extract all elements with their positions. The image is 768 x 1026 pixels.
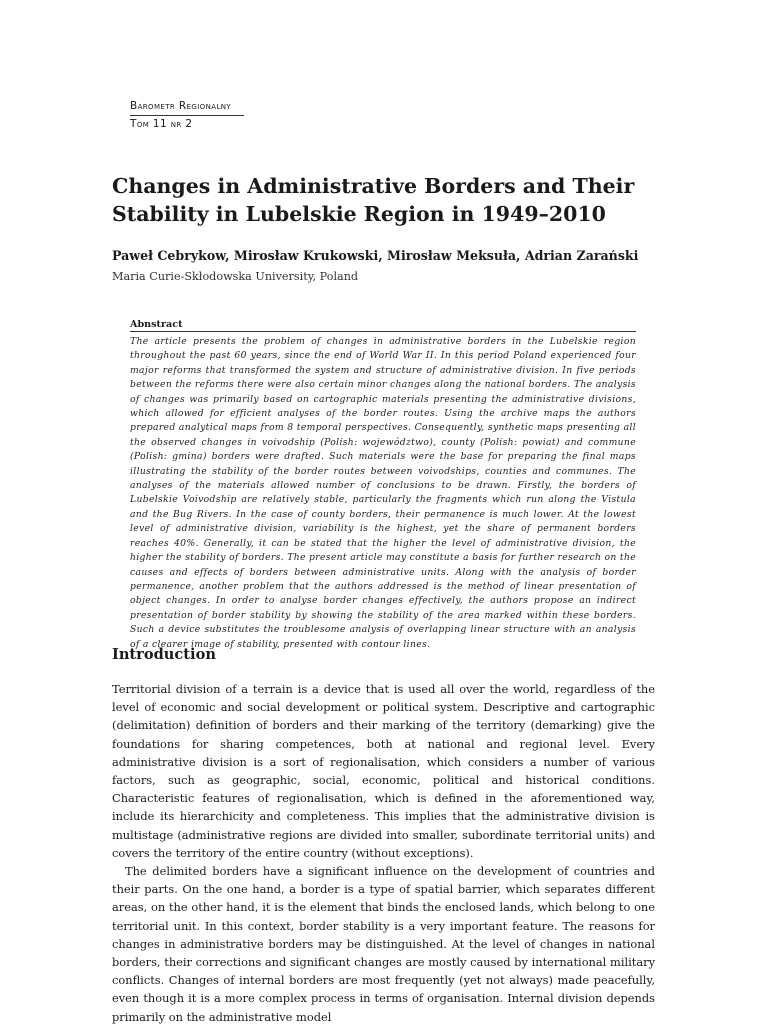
section-heading-introduction: Introduction [112, 646, 216, 663]
journal-header [130, 98, 244, 133]
article-title: Changes in Administrative Borders and Their Stability in Lubelskie Region in 1949–2010 [112, 174, 635, 226]
abstract-text: The article presents the problem of changes in administrative borders in the Lubelskie region throughout the past 60 years, since the end of World War II. In this period Poland experienced four major reforms that transformed the system and structure of administrative division. In five periods between the reforms there were also certain minor changes along the national borders. The analysis of changes was primarily based on cartographic materials presenting the administrative divisions, which allowed for efficient analyses of the border routes. Using the archive maps the authors prepared analytical maps from 8 temporal perspectives. Consequently, synthetic maps presenting all the observed changes in voivodship (Polish: województwo), county (Polish: powiat) and commune (Polish: gmina) borders were drafted. Such materials were the base for preparing the final maps illustrating the stability of the border routes between voivodships, counties and communes. The analyses of the materials allowed number of conclusions to be drawn. Firstly, the borders of Lubelskie Voivodship are relatively stable, particularly the fragments which run along the Vistula and the Bug Rivers. In the case of county borders, their permanence is much lower. At the lowest level of administrative division, variability is the highest, yet the share of permanent borders reaches 40%. Generally, it can be stated that the higher the level of administrative division, the higher the stability of borders. The present article may constitute a basis for further research on the causes and effects of borders between administrative units. Along with the analysis of border permanence, another problem that the authors addressed is the method of linear presentation of object changes. In order to analyse border changes effectively, the authors propose an indirect presentation of border stability by showing the stability of the area marked within these borders. Such a device substitutes the troublesome analysis of overlapping linear structure with an analysis of a clearer image of stability, presented with contour lines. [130, 336, 636, 650]
abstract-block [130, 319, 636, 652]
introduction-paragraph-1: Territorial division of a terrain is a device that is used all over the world, regardless of the level of economic and social development or political system. Descriptive and cartographic (delimitation) definition of borders and their marking of the territory (demarking) give the foundations for sharing competences, both at national and regional level. Every administrative division is a sort of regionalisation, which considers a number of various factors, such as geographic, social, economic, political and historical conditions. Characteristic features of regionalisation, which is defined in the aforementioned way, include its hierarchicity and completeness. This implies that the administrative division is multistage (administrative regions are divided into smaller, subordinate territorial units) and covers the territory of the entire country (without exceptions). [112, 682, 655, 860]
journal-volume: Tom 11 nr 2 [130, 118, 193, 130]
author-affiliation: Maria Curie-Skłodowska University, Poland [112, 270, 359, 283]
introduction-body [112, 680, 655, 1026]
introduction-paragraph-2: The delimited borders have a significant influence on the development of countries and their parts. On the one hand, a border is a type of spatial barrier, which separates different areas, on the other hand, it is the element that binds the enclosed lands, which belong to one territorial unit. In this context, border stability is a very important feature. The reasons for changes in administrative borders may be distinguished. At the level of changes in national borders, their corrections and significant changes are mostly caused by international military conflicts. Changes of internal borders are most frequently (yet not always) made peacefully, even though it is a more complex process in terms of organisation. Internal division depends primarily on the administrative model [112, 864, 655, 1024]
article-authors: Paweł Cebrykow, Mirosław Krukowski, Mirosław Meksuła, Adrian Zarański [112, 248, 639, 263]
journal-name: Barometr Regionalny [130, 98, 244, 116]
abstract-label: Abnstract [130, 319, 636, 332]
